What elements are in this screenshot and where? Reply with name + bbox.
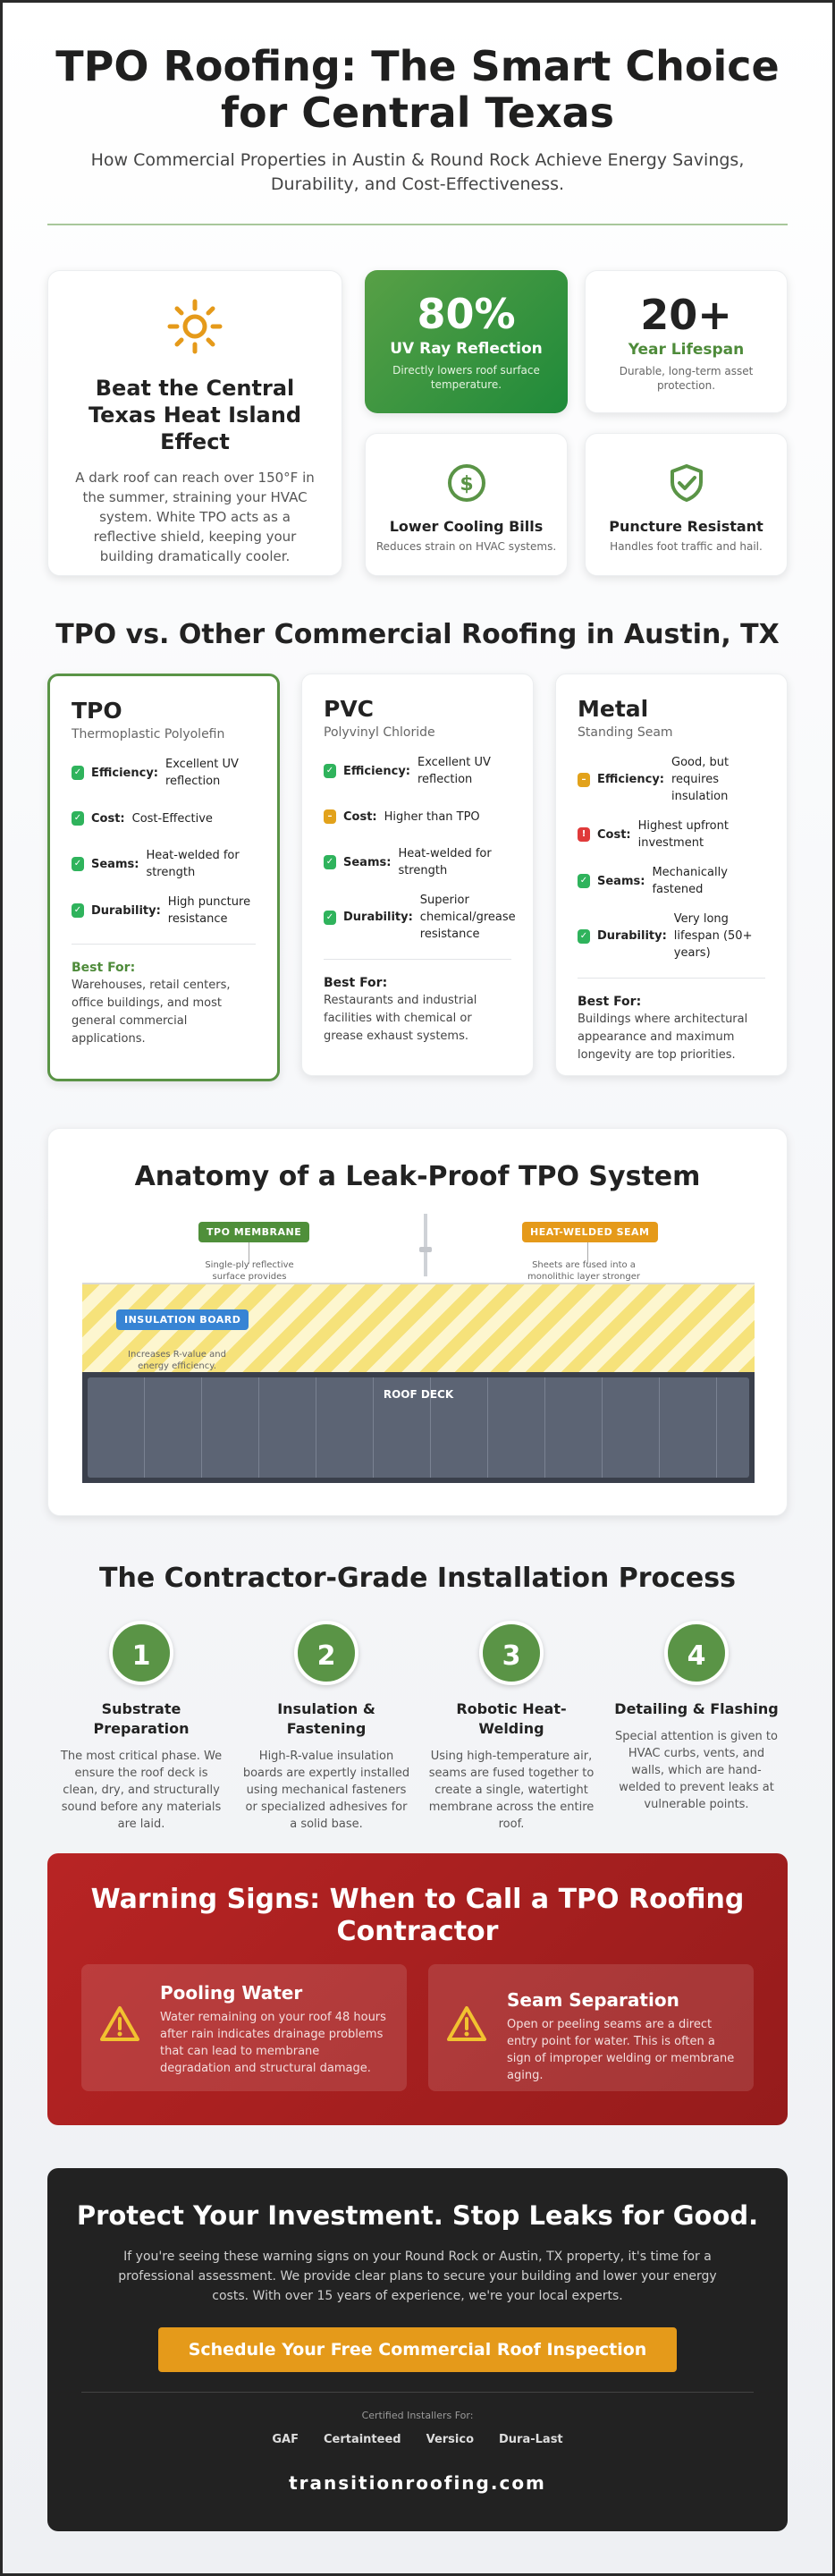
material-name: TPO (72, 698, 122, 724)
comparison-row (324, 754, 511, 788)
heat-island-text: A dark roof can reach over 150°F in the summer, straining your HVAC system. White TPO acts as a reflective shield, keeping your building dramatically cooler. (75, 470, 315, 564)
warning-icon (99, 2004, 140, 2045)
row-value: Heat-welded for strength (146, 849, 240, 879)
puncture-desc: Handles foot traffic and hail. (610, 540, 763, 553)
row-key: Cost: (91, 811, 125, 826)
lifespan-desc: Durable, long-term asset protection. (619, 365, 754, 392)
check-icon: ✓ (72, 811, 84, 826)
process-step (426, 1621, 596, 1833)
cta-title: Protect Your Investment. Stop Leaks for Good. (76, 2200, 759, 2231)
alert-icon: ! (578, 827, 590, 842)
comparison-row (72, 894, 256, 928)
fastener-pin (424, 1214, 427, 1276)
warning-card-title: Seam Separation (507, 1989, 679, 2011)
check-icon: ✓ (324, 764, 336, 778)
step-title: Detailing & Flashing (614, 1700, 779, 1717)
material-name: PVC (324, 696, 375, 722)
roof-deck (82, 1372, 755, 1483)
step-desc: Using high-temperature air, seams are fused together to create a single, watertight membrane across the entire roof. (428, 1750, 595, 1831)
best-for-text: Buildings where architectural appearance and maximum longevity are top priorities. (578, 1013, 748, 1062)
brand-list (47, 2433, 788, 2446)
seam-label: HEAT-WELDED SEAM (522, 1222, 658, 1242)
cta-divider (81, 2392, 754, 2393)
anatomy-section (47, 1128, 788, 1516)
step-desc: The most critical phase. We ensure the roof deck is clean, dry, and structurally sound before any materials are laid. (60, 1750, 223, 1831)
uv-label: UV Ray Reflection (390, 340, 543, 358)
page-title: TPO Roofing: The Smart Choice for Central Texas (55, 42, 780, 137)
check-icon: ✓ (324, 855, 336, 869)
puncture-title: Puncture Resistant (609, 518, 763, 535)
membrane-note: Single-ply reflective surface provides (205, 1260, 294, 1282)
cooling-title: Lower Cooling Bills (389, 518, 544, 535)
process-step (611, 1621, 781, 1813)
check-icon: ✓ (578, 929, 590, 944)
caution-icon: – (578, 773, 590, 787)
row-value: Very long lifespan (50+ years) (673, 912, 753, 960)
row-value: Heat-welded for strength (398, 847, 492, 877)
row-key: Cost: (343, 809, 377, 824)
warning-card-title: Pooling Water (160, 1982, 303, 2004)
seam-note: Sheets are fused into a monolithic layer stronger (527, 1260, 640, 1282)
card-divider (578, 978, 765, 979)
material-sub: Polyvinyl Chloride (324, 725, 435, 740)
step-title: Robotic Heat-Welding (456, 1700, 567, 1737)
comparison-row (578, 818, 765, 852)
cooling-desc: Reduces strain on HVAC systems. (375, 540, 557, 553)
card-divider (324, 959, 511, 960)
comparison-row (72, 802, 256, 835)
warning-card-desc: Open or peeling seams are a direct entry point for water. This is often a sign of improper welding or membrane aging. (507, 2018, 735, 2082)
comparison-row (324, 892, 516, 943)
row-key: Seams: (597, 874, 645, 888)
deck-label: ROOF DECK (383, 1388, 454, 1401)
cta-section (47, 2168, 788, 2531)
comparison-row (578, 911, 765, 962)
material-name: Metal (578, 696, 649, 722)
comparison-row (324, 845, 511, 879)
lifespan-value: 20+ (640, 291, 732, 339)
comparison-row (578, 864, 765, 898)
row-value: Higher than TPO (384, 809, 480, 824)
deck-panels (88, 1377, 749, 1478)
best-for-label: Best For: (578, 995, 642, 1009)
comparison-card (47, 674, 280, 1081)
row-key: Cost: (597, 827, 631, 842)
comparison-row (324, 801, 511, 833)
brand-versico: Versico (426, 2433, 475, 2446)
warning-icon (446, 2004, 487, 2045)
warning-title: Warning Signs: When to Call a TPO Roofing Contractor (90, 1884, 745, 1947)
anatomy-title: Anatomy of a Leak-Proof TPO System (134, 1161, 701, 1192)
warning-section (47, 1853, 788, 2125)
heat-island-title: Beat the Central Texas Heat Island Effect (88, 376, 302, 454)
brand-gaf: GAF (272, 2433, 299, 2446)
card-divider (72, 944, 256, 945)
best-for-text: Warehouses, retail centers, office buildings, and most general commercial applications. (72, 979, 231, 1046)
sun-icon (166, 298, 224, 355)
warning-card (428, 1964, 754, 2091)
cooling-bills-card (365, 433, 568, 576)
process-title: The Contractor-Grade Installation Process (99, 1563, 736, 1594)
row-key: Seams: (91, 857, 139, 871)
row-value: Excellent UV reflection (165, 758, 239, 788)
step-title: Substrate Preparation (93, 1700, 190, 1737)
comparison-grid (47, 674, 788, 1081)
page-subtitle: How Commercial Properties in Austin & Round Rock Achieve Energy Savings, Durability, and Cost-Effectiveness. (90, 150, 745, 194)
check-icon: ✓ (72, 857, 84, 871)
best-for-label: Best For: (72, 961, 136, 975)
fastener-head (419, 1247, 432, 1252)
material-sub: Thermoplastic Polyolefin (72, 727, 225, 741)
process-steps (47, 1621, 788, 1831)
dollar-icon (446, 462, 487, 504)
brand-certainteed: Certainteed (323, 2433, 401, 2446)
lifespan-label: Year Lifespan (628, 341, 745, 359)
insulation-label: INSULATION BOARD (116, 1309, 249, 1330)
material-sub: Standing Seam (578, 725, 673, 740)
insulation-note: Increases R-value and energy efficiency. (128, 1350, 226, 1371)
shield-check-icon (666, 462, 707, 504)
process-step (241, 1621, 411, 1833)
schedule-inspection-button[interactable]: Schedule Your Free Commercial Roof Inspection (158, 2327, 677, 2372)
row-key: Durability: (91, 903, 161, 918)
step-number: 2 (294, 1621, 358, 1685)
row-key: Seams: (343, 855, 392, 869)
row-value: Superior chemical/grease resistance (419, 894, 516, 941)
row-value: Cost-Effective (131, 811, 213, 826)
row-key: Durability: (597, 929, 667, 943)
step-number: 4 (664, 1621, 729, 1685)
comparison-card (555, 674, 788, 1076)
row-key: Durability: (343, 911, 413, 924)
check-icon: ✓ (72, 766, 84, 780)
row-key: Efficiency: (91, 766, 158, 780)
comparison-row (72, 847, 256, 881)
heat-island-card (47, 270, 342, 576)
row-key: Efficiency: (343, 764, 410, 778)
best-for-text: Restaurants and industrial facilities with chemical or grease exhaust systems. (324, 994, 477, 1043)
benefits-section (47, 270, 788, 576)
row-value: High puncture resistance (167, 895, 251, 926)
comparison-card (301, 674, 534, 1076)
step-number: 3 (479, 1621, 544, 1685)
step-desc: High-R-value insulation boards are expertly installed using mechanical fasteners or specialized adhesives for a solid base. (242, 1750, 410, 1831)
comparison-title: TPO vs. Other Commercial Roofing in Austin, TX (55, 619, 780, 650)
brand-dura-last: Dura-Last (499, 2433, 563, 2446)
warning-card (81, 1964, 407, 2091)
check-icon: ✓ (578, 874, 590, 888)
row-value: Mechanically fastened (652, 866, 728, 896)
infographic (47, 0, 788, 2531)
process-step (56, 1621, 226, 1833)
svg-text:$: $ (459, 473, 474, 496)
comparison-row (72, 756, 256, 790)
membrane-label: TPO MEMBRANE (198, 1222, 309, 1242)
comparison-row (578, 754, 765, 805)
lifespan-card (585, 270, 788, 413)
caution-icon: – (324, 809, 336, 824)
row-value: Good, but requires insulation (671, 756, 730, 803)
cta-text: If you're seeing these warning signs on your Round Rock or Austin, TX property, it's time for a professional assessment. We provide clear plans to secure your building and lower your energy costs. With over 15 years of experience, we're your local experts. (118, 2250, 717, 2303)
row-value: Excellent UV reflection (418, 756, 491, 786)
uv-value: 80% (417, 290, 516, 338)
header-divider (47, 224, 788, 225)
website-link[interactable]: transitionroofing.com (289, 2472, 546, 2494)
step-desc: Special attention is given to HVAC curbs, vents, and walls, which are hand-welded to prevent leaks at vulnerable points. (615, 1730, 778, 1811)
certified-label: Certified Installers For: (361, 2410, 474, 2421)
puncture-card (585, 433, 788, 576)
warning-card-desc: Water remaining on your roof 48 hours after rain indicates drainage problems that can lead to membrane degradation and structural damage. (160, 2011, 386, 2075)
check-icon: ✓ (324, 911, 336, 925)
uv-desc: Directly lowers roof surface temperature. (392, 364, 540, 391)
best-for-label: Best For: (324, 976, 388, 990)
step-title: Insulation & Fastening (277, 1700, 375, 1737)
uv-reflection-card (365, 270, 568, 413)
row-key: Efficiency: (597, 773, 664, 786)
step-number: 1 (109, 1621, 173, 1685)
check-icon: ✓ (72, 903, 84, 918)
row-value: Highest upfront investment (637, 819, 729, 850)
